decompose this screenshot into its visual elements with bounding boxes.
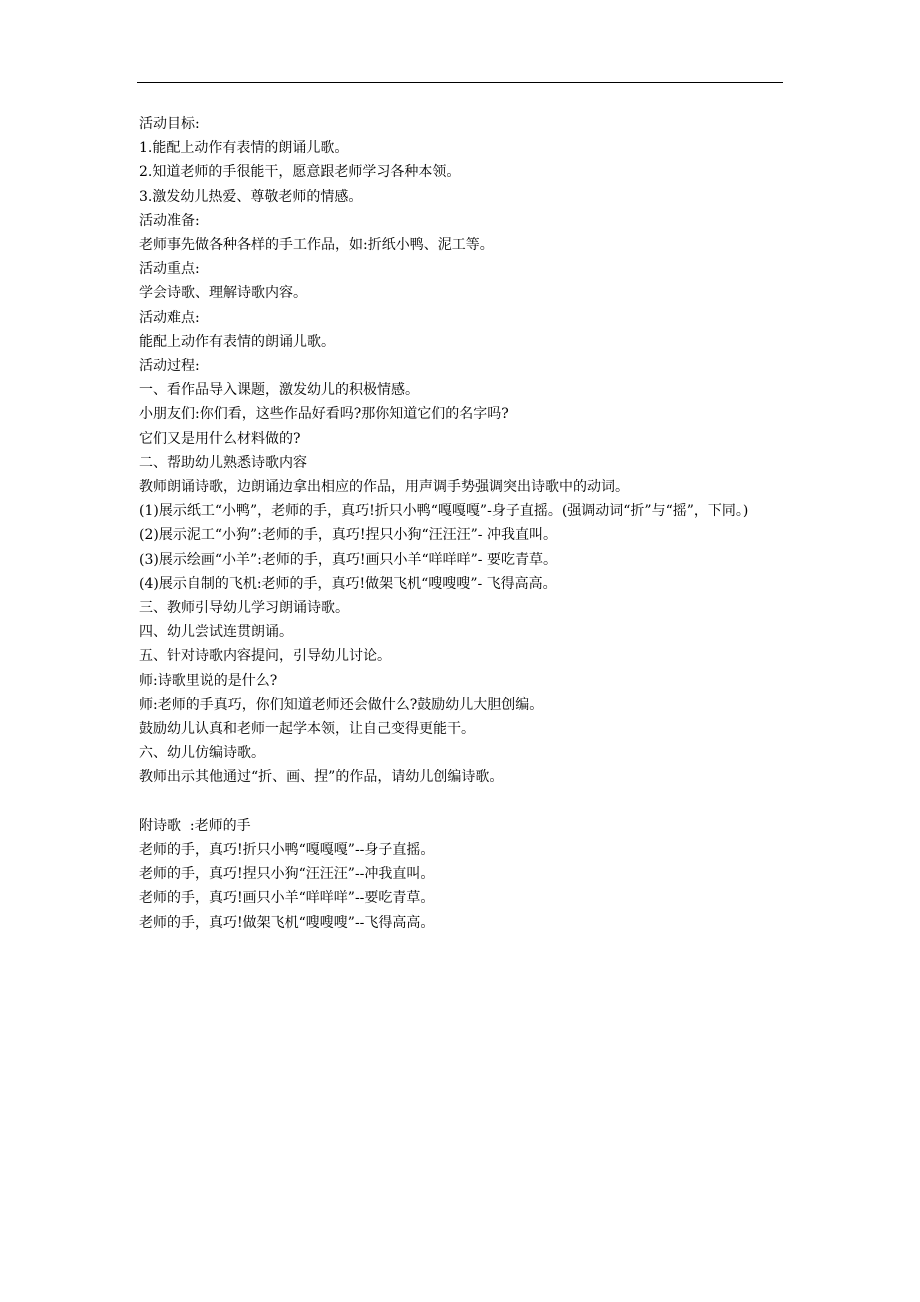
document-body	[139, 112, 789, 935]
focus-heading: 活动重点:	[139, 261, 200, 278]
prep-text: 老师事先做各种各样的手工作品，如:折纸小鸭、泥工等。	[139, 237, 494, 254]
process-step: 它们又是用什么材料做的?	[139, 430, 301, 447]
process-step: 师:诗歌里说的是什么?	[139, 672, 278, 689]
goal-item: 2.知道老师的手很能干，愿意跟老师学习各种本领。	[139, 164, 461, 181]
difficulty-text: 能配上动作有表情的朗诵儿歌。	[139, 333, 335, 350]
header-rule	[137, 82, 783, 83]
difficulty-heading: 活动难点:	[139, 309, 200, 326]
poem-line: 老师的手，真巧!捏只小狗“汪汪汪”--冲我直叫。	[139, 866, 435, 883]
poem-line: 老师的手，真巧!画只小羊“咩咩咩”--要吃青草。	[139, 890, 435, 907]
goal-item: 3.激发幼儿热爱、尊敬老师的情感。	[139, 188, 363, 205]
process-step: (3)展示绘画“小羊”:老师的手，真巧!画只小羊“咩咩咩”- 要吃青草。	[139, 551, 557, 568]
process-step: 教师朗诵诗歌，边朗诵边拿出相应的作品，用声调手势强调突出诗歌中的动词。	[139, 479, 629, 496]
process-step: 一、看作品导入课题，激发幼儿的积极情感。	[139, 382, 419, 399]
process-step: 四、幼儿尝试连贯朗诵。	[139, 624, 293, 641]
poem-line: 老师的手，真巧!做架飞机“嗖嗖嗖”--飞得高高。	[139, 914, 435, 931]
process-step: 师:老师的手真巧，你们知道老师还会做什么?鼓励幼儿大胆创编。	[139, 696, 544, 713]
process-step: 教师出示其他通过“折、画、捏”的作品，请幼儿创编诗歌。	[139, 769, 504, 786]
prep-heading: 活动准备:	[139, 212, 200, 229]
process-step: (1)展示纸工“小鸭”，老师的手，真巧!折只小鸭“嘎嘎嘎”-身子直摇。(强调动词“折”与“摇”，下同。)	[139, 503, 749, 520]
process-step: (2)展示泥工“小狗”:老师的手，真巧!捏只小狗“汪汪汪”- 冲我直叫。	[139, 527, 557, 544]
process-step: 鼓励幼儿认真和老师一起学本领，让自己变得更能干。	[139, 721, 475, 738]
process-heading: 活动过程:	[139, 358, 200, 375]
goal-item: 1.能配上动作有表情的朗诵儿歌。	[139, 140, 349, 157]
process-step: (4)展示自制的飞机:老师的手，真巧!做架飞机“嗖嗖嗖”- 飞得高高。	[139, 575, 557, 592]
process-step: 五、针对诗歌内容提问，引导幼儿讨论。	[139, 648, 391, 665]
focus-text: 学会诗歌、理解诗歌内容。	[139, 285, 307, 302]
blank-line	[139, 790, 789, 814]
process-step: 小朋友们:你们看，这些作品好看吗?那你知道它们的名字吗?	[139, 406, 509, 423]
process-step: 三、教师引导幼儿学习朗诵诗歌。	[139, 600, 349, 617]
poem-line: 老师的手，真巧!折只小鸭“嘎嘎嘎”--身子直摇。	[139, 842, 435, 859]
goals-heading: 活动目标:	[139, 116, 200, 132]
poem-title: 附诗歌 :老师的手	[139, 817, 251, 834]
process-step: 六、幼儿仿编诗歌。	[139, 745, 265, 762]
process-step: 二、帮助幼儿熟悉诗歌内容	[139, 454, 307, 471]
